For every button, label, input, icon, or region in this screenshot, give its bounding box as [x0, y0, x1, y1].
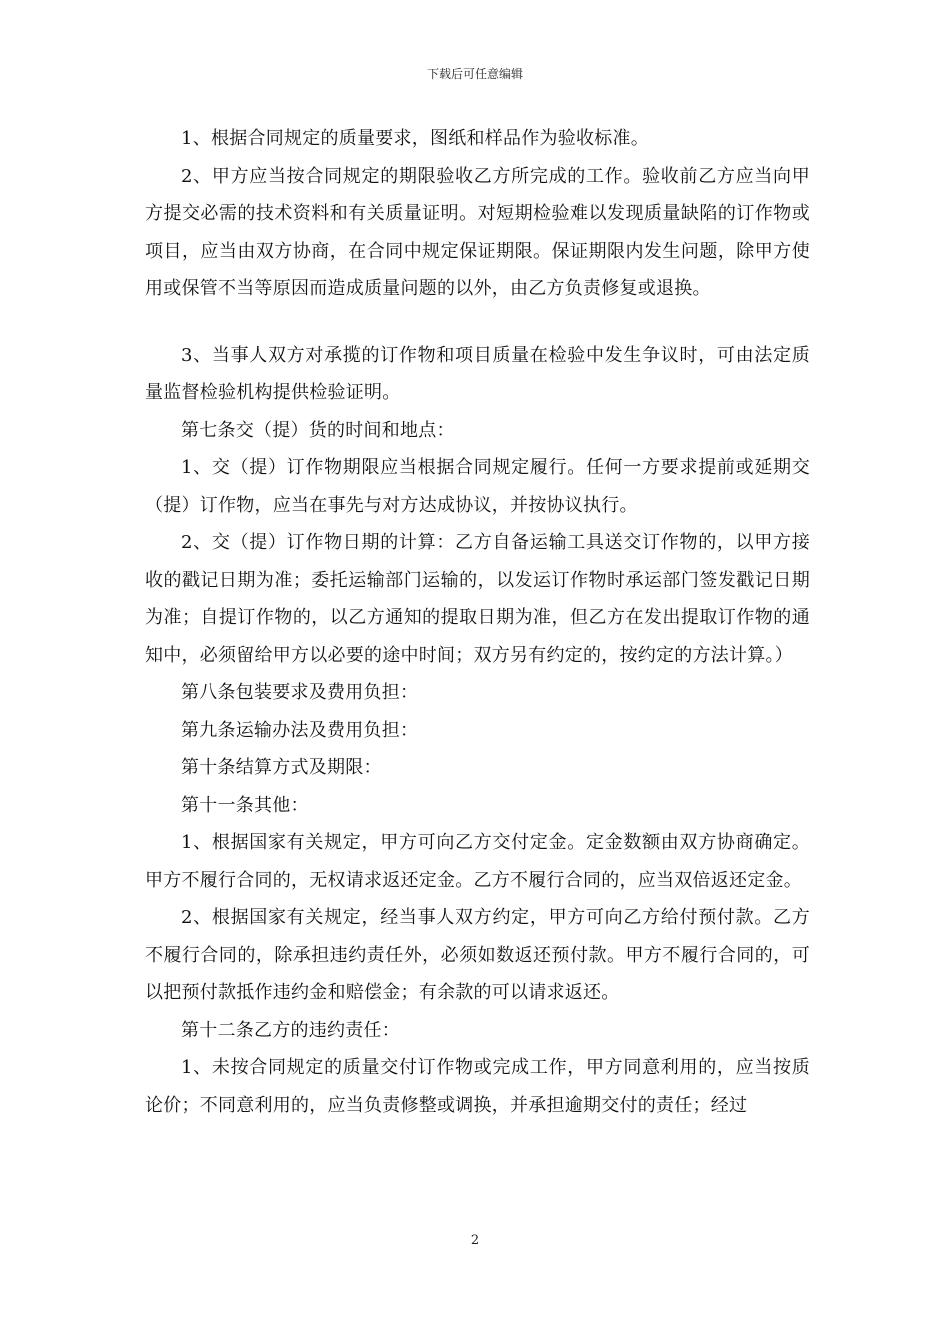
article-heading: 第七条交（提）货的时间和地点：	[181, 419, 455, 441]
clause-paragraph: 1、未按合同规定的质量交付订作物或完成工作，甲方同意利用的，应当按质论价；不同意利用的，应当负责修整或调换，并承担逾期交付的责任；经过	[145, 1057, 810, 1116]
article-heading: 第八条包装要求及费用负担：	[181, 682, 419, 703]
page-number: 2	[470, 1233, 480, 1248]
clause-paragraph: 2、交（提）订作物日期的计算：乙方自备运输工具送交订作物的，以甲方接收的戳记日期为准；委托运输部门运输的，以发运订作物时承运部门签发戳记日期为准；自提订作物的，以乙方通知的提取日期为准，但乙方在发出提取订作物的通知中，必须留给甲方以必要的途中时间；双方另有约定的，按约定的方法计算。）	[145, 532, 810, 666]
article-heading: 第十条结算方式及期限：	[181, 757, 382, 778]
clause-paragraph: 2、甲方应当按合同规定的期限验收乙方所完成的工作。验收前乙方应当向甲方提交必需的技术资料和有关质量证明。对短期检验难以发现质量缺陷的订作物或项目，应当由双方协商，在合同中规定保证期限。保证期限内发生问题，除甲方使用或保管不当等原因而造成质量问题的以外，由乙方负责修复或退换。	[145, 165, 810, 299]
clause-paragraph: 1、根据国家有关规定，甲方可向乙方交付定金。定金数额由双方协商确定。甲方不履行合同的，无权请求返还定金。乙方不履行合同的，应当双倍返还定金。	[145, 832, 810, 891]
clause-paragraph: 3、当事人双方对承揽的订作物和项目质量在检验中发生争议时，可由法定质量监督检验机构提供检验证明。	[145, 344, 810, 403]
document-body	[145, 120, 810, 1124]
article-heading: 第九条运输办法及费用负担：	[181, 719, 419, 741]
article-heading: 第十一条其他：	[181, 794, 309, 816]
article-heading: 第十二条乙方的违约责任：	[181, 1019, 400, 1041]
clause-paragraph: 1、根据合同规定的质量要求，图纸和样品作为验收标准。	[181, 128, 649, 149]
clause-paragraph: 1、交（提）订作物期限应当根据合同规定履行。任何一方要求提前或延期交（提）订作物，应当在事先与对方达成协议，并按协议执行。	[145, 457, 810, 516]
page-header: 下载后可任意编辑	[426, 67, 523, 81]
clause-paragraph: 2、根据国家有关规定，经当事人双方约定，甲方可向乙方给付预付款。乙方不履行合同的，除承担违约责任外，必须如数返还预付款。甲方不履行合同的，可以把预付款抵作违约金和赔偿金；有余款的可以请求返还。	[145, 907, 810, 1003]
